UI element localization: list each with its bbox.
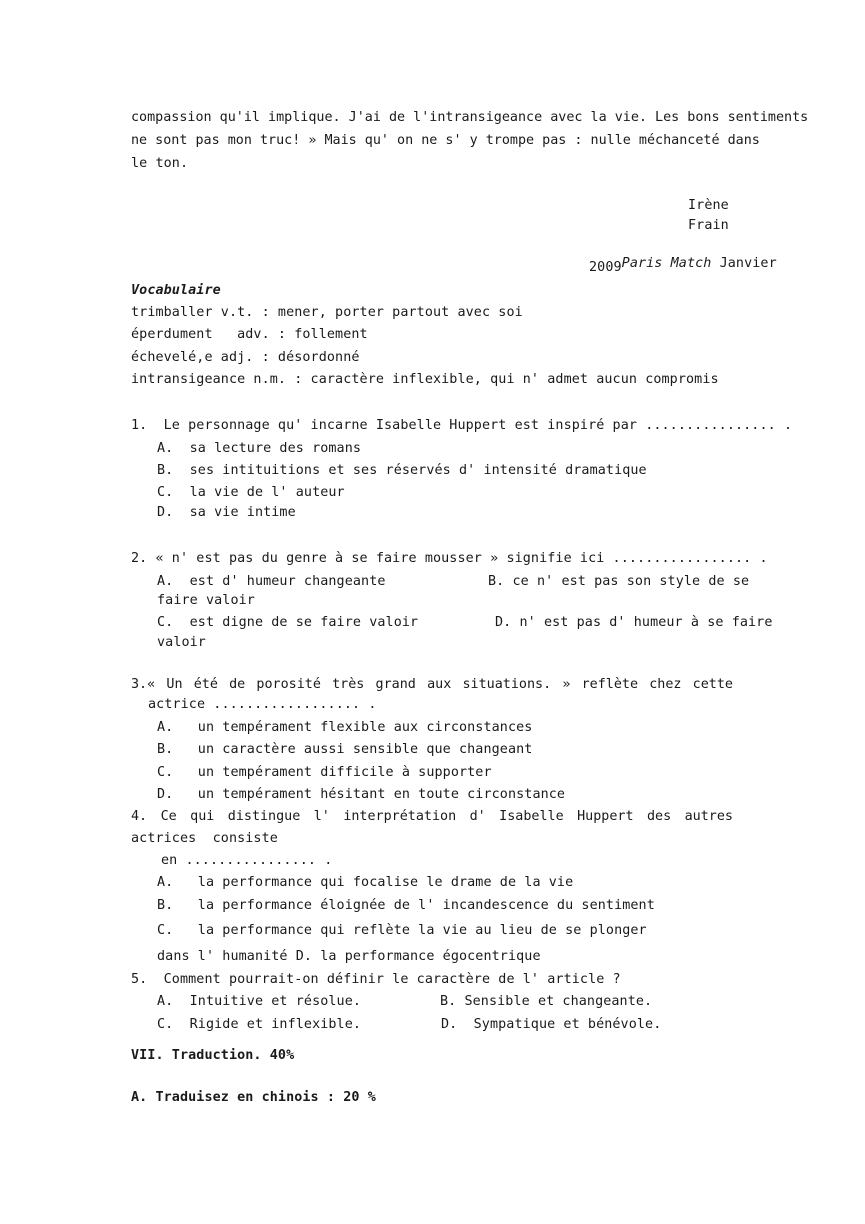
vocabulary-entry: trimballer v.t. : mener, porter partout avec soi	[131, 305, 523, 320]
question-2-option-b: B. ce n' est pas son style de se	[488, 574, 750, 589]
vocabulary-entry: échevelé,e adj. : désordonné	[131, 350, 360, 365]
question-4-stem-continued-2: en ................ .	[161, 853, 333, 868]
question-1-stem: 1. Le personnage qu' incarne Isabelle Huppert est inspiré par ................ .	[131, 418, 793, 433]
question-5-stem: 5. Comment pourrait-on définir le caractère de l' article ?	[131, 972, 621, 987]
question-2-option-d: D. n' est pas d' humeur à se faire	[495, 615, 773, 630]
vocabulary-heading: Vocabulaire	[131, 283, 221, 298]
question-5-option-c: C. Rigide et inflexible.	[157, 1017, 362, 1032]
question-3-option-c: C. un tempérament difficile à supporter	[157, 765, 492, 780]
section-heading: VII. Traduction. 40%	[131, 1048, 295, 1063]
publication-month: Janvier	[719, 256, 777, 271]
author-first-name: Irène	[688, 198, 729, 213]
question-3-stem-continued: actrice .................. .	[148, 697, 377, 712]
question-2-option-c: C. est digne de se faire valoir	[157, 615, 419, 630]
vocabulary-entry: éperdument adv. : follement	[131, 327, 368, 342]
question-5-option-a: A. Intuitive et résolue.	[157, 994, 362, 1009]
question-4-option-c-continued: dans l' humanité D. la performance égocentrique	[157, 949, 541, 964]
question-4-stem-continued: actrices consiste	[131, 831, 278, 846]
question-1-option-a: A. sa lecture des romans	[157, 441, 362, 456]
question-3-option-a: A. un tempérament flexible aux circonstances	[157, 720, 533, 735]
question-3-stem: 3.« Un été de porosité très grand aux situations. » reflète chez cette	[131, 677, 733, 692]
question-4-option-c: C. la performance qui reflète la vie au lieu de se plonger	[157, 923, 647, 938]
question-2-stem: 2. « n' est pas du genre à se faire mousser » signifie ici ................. .	[131, 551, 768, 566]
question-1-option-d: D. sa vie intime	[157, 505, 296, 520]
publication-year: 2009	[589, 260, 622, 275]
author-last-name: Frain	[688, 218, 729, 233]
question-2-option-a: A. est d' humeur changeante	[157, 574, 386, 589]
question-3-option-b: B. un caractère aussi sensible que changeant	[157, 742, 533, 757]
question-2-option-b-continued: faire valoir	[157, 593, 255, 608]
question-4-option-b: B. la performance éloignée de l' incandescence du sentiment	[157, 898, 655, 913]
vocabulary-entry: intransigeance n.m. : caractère inflexible, qui n' admet aucun compromis	[131, 372, 719, 387]
section-sub-heading: A. Traduisez en chinois : 20 %	[131, 1090, 376, 1105]
question-4-option-a: A. la performance qui focalise le drame de la vie	[157, 875, 574, 890]
publication-name: Paris Match	[621, 256, 712, 271]
intro-line-2: ne sont pas mon truc! » Mais qu' on ne s' y trompe pas : nulle méchanceté dans	[131, 133, 760, 148]
question-3-option-d: D. un tempérament hésitant en toute circonstance	[157, 787, 566, 802]
question-5-option-d: D. Sympatique et bénévole.	[441, 1017, 662, 1032]
intro-line-3: le ton.	[131, 156, 189, 171]
question-5-option-b: B. Sensible et changeante.	[440, 994, 653, 1009]
question-1-option-b: B. ses intituitions et ses réservés d' intensité dramatique	[157, 463, 647, 478]
intro-line-1: compassion qu'il implique. J'ai de l'intransigeance avec la vie. Les bons sentiments	[131, 110, 809, 125]
question-2-option-d-continued: valoir	[157, 635, 206, 650]
question-4-stem: 4. Ce qui distingue l' interprétation d' Isabelle Huppert des autres	[131, 809, 733, 824]
question-1-option-c: C. la vie de l' auteur	[157, 485, 345, 500]
